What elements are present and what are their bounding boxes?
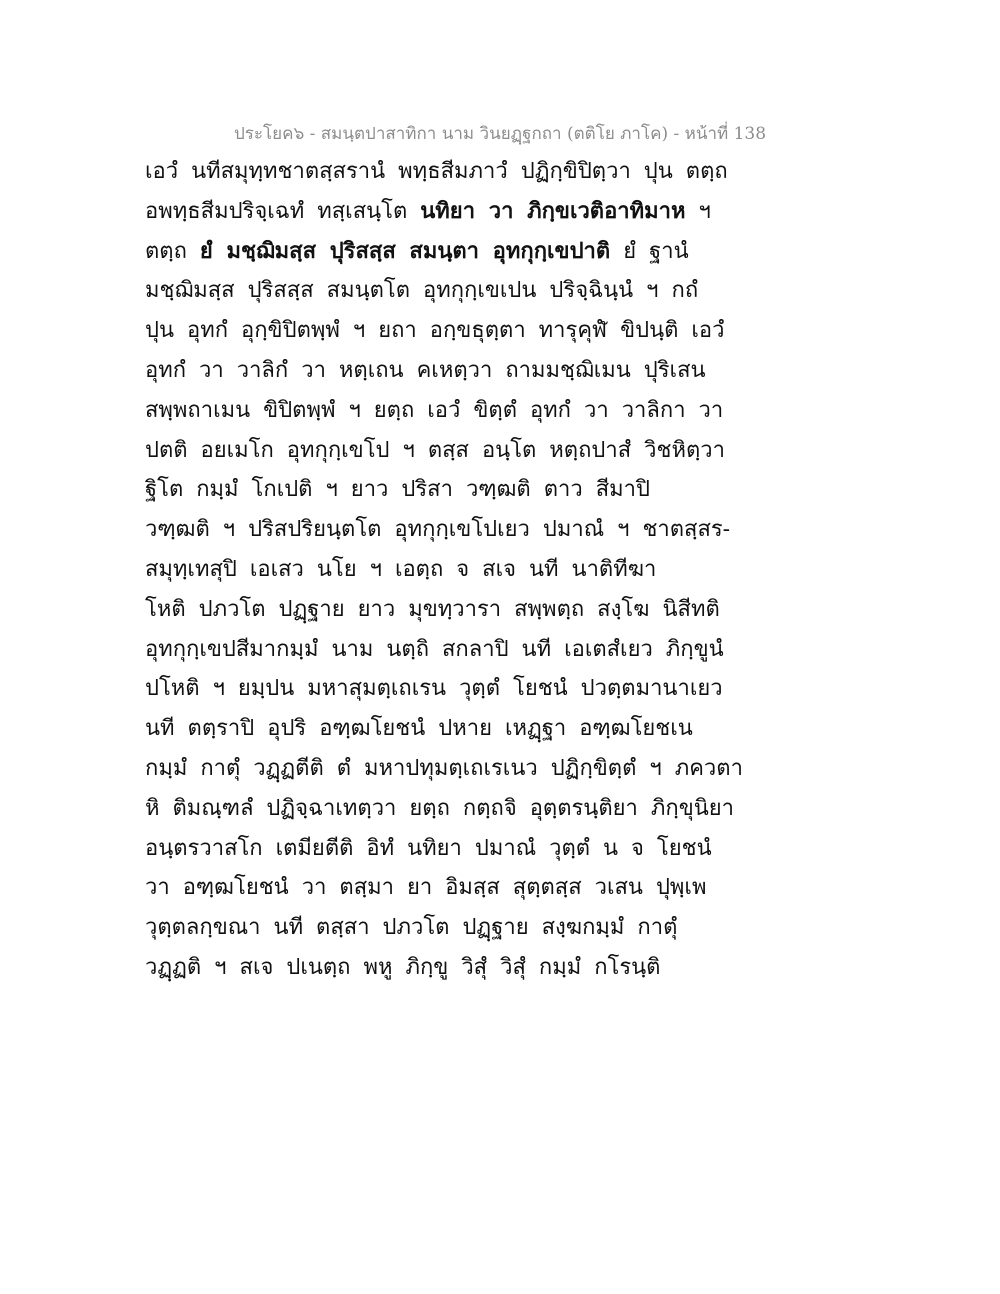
bold-term: นทิยา วา ภิกฺขเวติอาทิมาห [420, 197, 686, 224]
body-line-12: โหติ ปภวโต ปฏฺฐาย ยาว มุขทฺวารา สพฺพตฺถ สงฺโฆ นิสีทติ [145, 596, 720, 622]
line-text: ตตฺถ [145, 238, 200, 264]
line-text: อพทฺธสีมปริจฺเฉทํ ทสฺเสนฺโต [145, 198, 421, 224]
body-line-1: เอวํ นทีสมุทฺทชาตสฺสรานํ พทฺธสีมภาวํ ปฏิกฺขิปิตฺวา ปุน ตตฺถ [145, 159, 728, 184]
body-line-6: อุทกํ วา วาลิกํ วา หตฺเถน คเหตฺวา ถามมชฺฌิเมน ปุริเสน [145, 357, 706, 383]
body-line-5: ปุน อุทกํ อุกฺขิปิตพฺพํ ฯ ยถา อกฺขธุตฺตา ทารุคุฬํ ขิปนฺติ เอวํ [145, 318, 725, 344]
body-text [145, 152, 965, 988]
line-text: ยํ ฐานํ [610, 238, 689, 264]
body-line-10: วฑฺฒติ ฯ ปริสปริยนฺตโต อุทกุกฺเขโปเยว ปมาณํ ฯ ชาตสฺสร- [145, 517, 731, 543]
running-header: ประโยค๖ - สมนฺตปาสาทิกา นาม วินยฏฺฐกถา (ตติโย ภาโค) - หน้าที่ 138 [233, 124, 767, 144]
body-line-2 [145, 192, 965, 232]
body-line-7: สพฺพถาเมน ขิปิตพฺพํ ฯ ยตฺถ เอวํ ขิตฺตํ อุทกํ วา วาลิกา วา [145, 397, 724, 423]
body-line-3 [145, 232, 965, 272]
line-text: ฯ [685, 198, 711, 224]
body-line-14: ปโหติ ฯ ยมฺปน มหาสุมตฺเถเรน วุตฺตํ โยชนํ ปวตฺตมานาเยว [145, 676, 723, 702]
body-line-11: สมุทฺเทสุปิ เอเสว นโย ฯ เอตฺถ จ สเจ นที นาติทีฆา [145, 556, 657, 582]
body-line-13: อุทกุกฺเขปสีมากมฺมํ นาม นตฺถิ สกลาปิ นที เอเตสํเยว ภิกฺขูนํ [145, 636, 724, 662]
body-line-20: วุตฺตลกฺขณา นที ตสฺสา ปภวโต ปฏฺฐาย สงฺฆกมฺมํ กาตุํ [145, 915, 678, 941]
body-line-21: วฏฺฏติ ฯ สเจ ปเนตฺถ พหู ภิกฺขู วิสุํ วิสุํ กมฺมํ กโรนฺติ [145, 954, 661, 980]
body-line-9: ฐิโต กมฺมํ โกเปติ ฯ ยาว ปริสา วฑฺฒติ ตาว สีมาปิ [145, 477, 650, 503]
body-line-18: อนฺตรวาสโก เตมียตีติ อิทํ นทิยา ปมาณํ วุตฺตํ น จ โยชนํ [145, 835, 712, 861]
body-line-8: ปตติ อยเมโก อุทกุกฺเขโป ฯ ตสฺส อนฺโต หตฺถปาสํ วิชหิตฺวา [145, 437, 725, 463]
body-line-19: วา อฑฺฒโยชนํ วา ตสฺมา ยา อิมสฺส สุตฺตสฺส วเสน ปุพฺเพ [145, 875, 707, 901]
body-line-4: มชฺฌิมสฺส ปุริสสฺส สมนฺตโต อุทกุกฺเขเปน ปริจฺฉินฺนํ ฯ กถํ [145, 278, 699, 304]
body-line-16: กมฺมํ กาตุํ วฏฺฏตีติ ตํ มหาปทุมตฺเถเรเนว ปฏิกฺขิตฺตํ ฯ ภควตา [145, 755, 743, 781]
body-line-15: นที ตตฺราปิ อุปริ อฑฺฒโยชนํ ปหาย เหฏฺฐา อฑฺฒโยชเน [145, 716, 693, 742]
body-line-17: หิ ติมณฺฑลํ ปฏิจฺฉาเทตฺวา ยตฺถ กตฺถจิ อุตฺตรนฺติยา ภิกฺขุนิยา [145, 795, 735, 821]
bold-term: ยํ มชฺฌิมสฺส ปุริสสฺส สมนฺตา อุทกุกฺเขปาติ [199, 237, 611, 264]
